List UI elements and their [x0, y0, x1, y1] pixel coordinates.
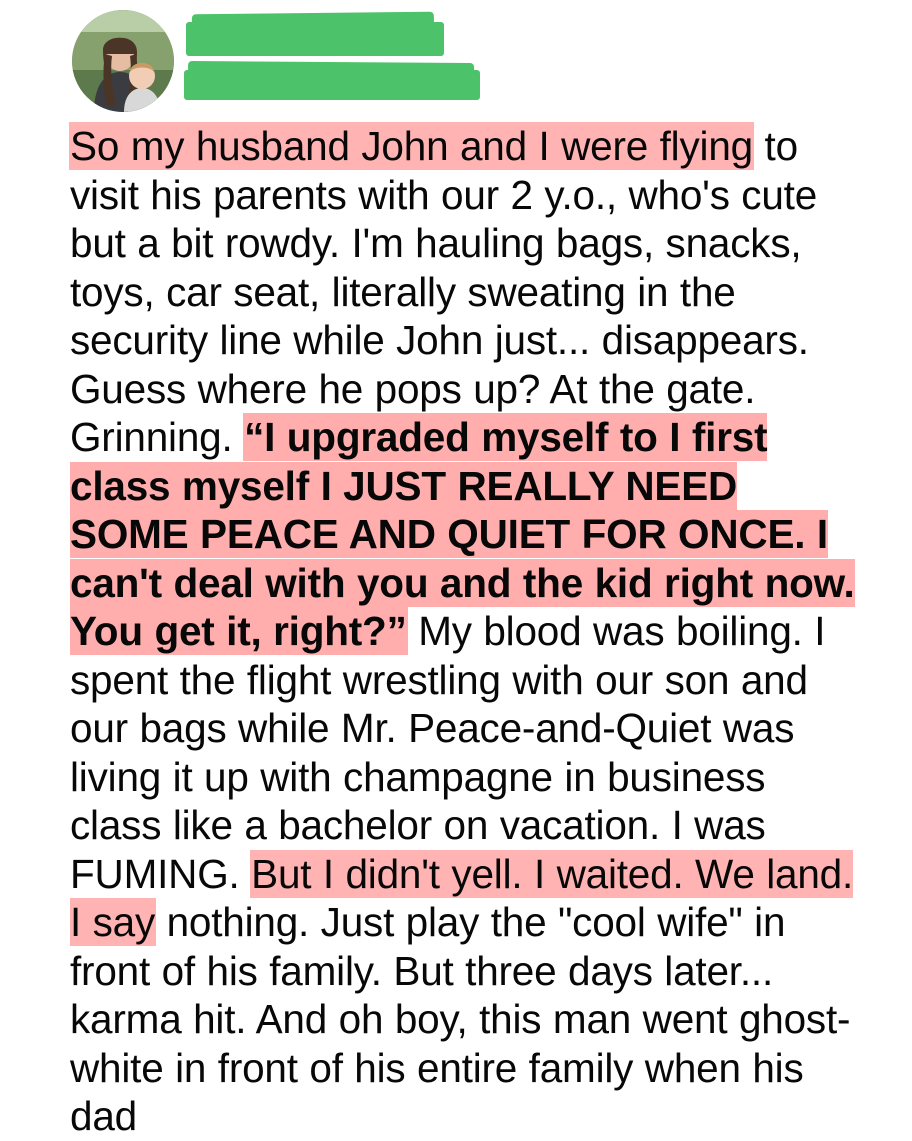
highlighted-waited: But I didn't yell. I waited. We land. I say: [70, 850, 854, 945]
body-segment-2: to visit his parents with our 2 y.o., who's cute but a bit rowdy. I'm hauling bags, snacks, toys, car seat, literally sweating in the security line while John just... disappears. Guess where he pops up? At the gate. Grinning.: [70, 123, 818, 460]
body-segment-6: nothing. Just play the "cool wife" in front of his family. But three days later... karma hit. And oh boy, this man went ghost-white in front of his entire family when his dad: [70, 899, 851, 1139]
highlighted-opening: So my husband John and I were flying: [70, 123, 753, 169]
post-header: [0, 0, 912, 122]
body-segment-4: My blood was boiling. I spent the flight wrestling with our son and our bags while Mr. Peace-and-Quiet was living it up with champagne in business class like a bachelor on vacation. I was FUMING.: [70, 608, 826, 897]
avatar-photo: [72, 10, 174, 112]
post-body: [0, 122, 912, 1141]
redaction-bar-name: [186, 22, 444, 56]
redaction-bar-handle: [184, 70, 480, 100]
avatar[interactable]: [72, 10, 174, 112]
redacted-identity: [186, 8, 826, 112]
highlighted-quote: “I upgraded myself to I first class myself I JUST REALLY NEED SOME PEACE AND QUIET FOR ONCE. I can't deal with you and the kid right now. You get it, right?”: [70, 414, 855, 654]
